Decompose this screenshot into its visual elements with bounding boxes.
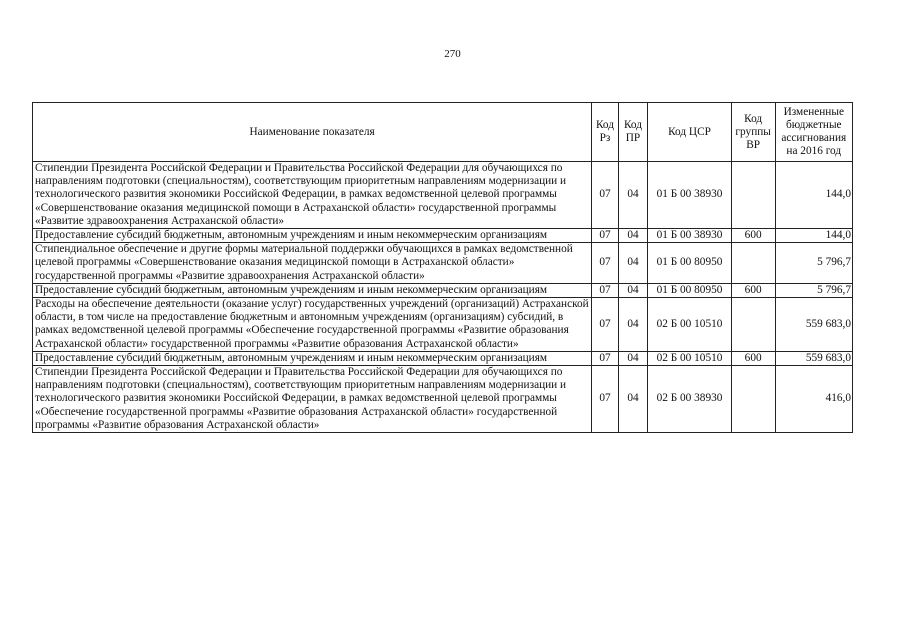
row-csr: 02 Б 00 10510	[648, 298, 732, 352]
row-name: Расходы на обеспечение деятельности (оказание услуг) государственных учреждений (организаций) Астраханской области, в том числе на предоставление бюджетным и автономным учреждениям (организациям) субсидий, в рамках ведомственной целевой программы «Обеспечение государственной программы «Развитие образования Астраханской области» государственной программы «Развитие образования Астраханской области»	[33, 298, 592, 352]
row-pr: 04	[618, 243, 648, 284]
row-rz: 07	[592, 366, 618, 433]
row-rz: 07	[592, 243, 618, 284]
row-pr: 04	[618, 162, 648, 229]
row-pr: 04	[618, 366, 648, 433]
table-row	[33, 229, 853, 243]
row-rz: 07	[592, 298, 618, 352]
row-vr	[731, 162, 775, 229]
row-name: Стипендии Президента Российской Федерации и Правительства Российской Федерации для обучающихся по направлениям подготовки (специальностям), соответствующим приоритетным направлениям модернизации и технологического развития экономики Российской Федерации, в рамках ведомственной целевой программы «Совершенствование оказания медицинской помощи в Астраханской области» государственной программы «Развитие здравоохранения Астраханской области»	[33, 162, 592, 229]
row-csr: 01 Б 00 38930	[648, 229, 732, 243]
row-pr: 04	[618, 298, 648, 352]
page-number: 270	[444, 48, 461, 60]
row-csr: 02 Б 00 38930	[648, 366, 732, 433]
row-name: Стипендиальное обеспечение и другие формы материальной поддержки обучающихся в рамках ведомственной целевой программы «Совершенствование оказания медицинской помощи в Астраханской области» государственной программы «Развитие здравоохранения Астраханской области»	[33, 243, 592, 284]
row-csr: 01 Б 00 80950	[648, 243, 732, 284]
table-row	[33, 243, 853, 284]
row-csr: 01 Б 00 38930	[648, 162, 732, 229]
row-vr: 600	[731, 229, 775, 243]
row-pr: 04	[618, 229, 648, 243]
header-rz: Код Рз	[592, 103, 618, 162]
row-amount: 5 796,7	[775, 243, 852, 284]
row-vr	[731, 298, 775, 352]
row-name: Предоставление субсидий бюджетным, автономным учреждениям и иным некоммерческим организациям	[33, 283, 592, 297]
row-vr	[731, 243, 775, 284]
header-pr: Код ПР	[618, 103, 648, 162]
header-amount: Измененные бюджетные ассигнования на 2016 год	[775, 103, 852, 162]
row-vr: 600	[731, 283, 775, 297]
budget-table	[32, 102, 853, 433]
row-rz: 07	[592, 351, 618, 365]
table-row	[33, 283, 853, 297]
header-vr: Код группы ВР	[731, 103, 775, 162]
row-csr: 02 Б 00 10510	[648, 351, 732, 365]
row-rz: 07	[592, 229, 618, 243]
row-amount: 144,0	[775, 229, 852, 243]
row-vr	[731, 366, 775, 433]
table-row	[33, 162, 853, 229]
row-rz: 07	[592, 162, 618, 229]
row-amount: 144,0	[775, 162, 852, 229]
row-amount: 416,0	[775, 366, 852, 433]
row-amount: 559 683,0	[775, 298, 852, 352]
header-row	[33, 103, 853, 162]
row-csr: 01 Б 00 80950	[648, 283, 732, 297]
row-name: Предоставление субсидий бюджетным, автономным учреждениям и иным некоммерческим организациям	[33, 351, 592, 365]
row-amount: 5 796,7	[775, 283, 852, 297]
row-name: Стипендии Президента Российской Федерации и Правительства Российской Федерации для обучающихся по направлениям подготовки (специальностям), соответствующим приоритетным направлениям модернизации и технологического развития экономики Российской Федерации, в рамках ведомственной целевой программы «Обеспечение государственной программы «Развитие образования Астраханской области» государственной программы «Развитие образования Астраханской области»	[33, 366, 592, 433]
table-row	[33, 366, 853, 433]
table-row	[33, 298, 853, 352]
header-name: Наименование показателя	[33, 103, 592, 162]
table-row	[33, 351, 853, 365]
row-vr: 600	[731, 351, 775, 365]
row-pr: 04	[618, 283, 648, 297]
row-pr: 04	[618, 351, 648, 365]
row-amount: 559 683,0	[775, 351, 852, 365]
row-rz: 07	[592, 283, 618, 297]
header-csr: Код ЦСР	[648, 103, 732, 162]
row-name: Предоставление субсидий бюджетным, автономным учреждениям и иным некоммерческим организациям	[33, 229, 592, 243]
